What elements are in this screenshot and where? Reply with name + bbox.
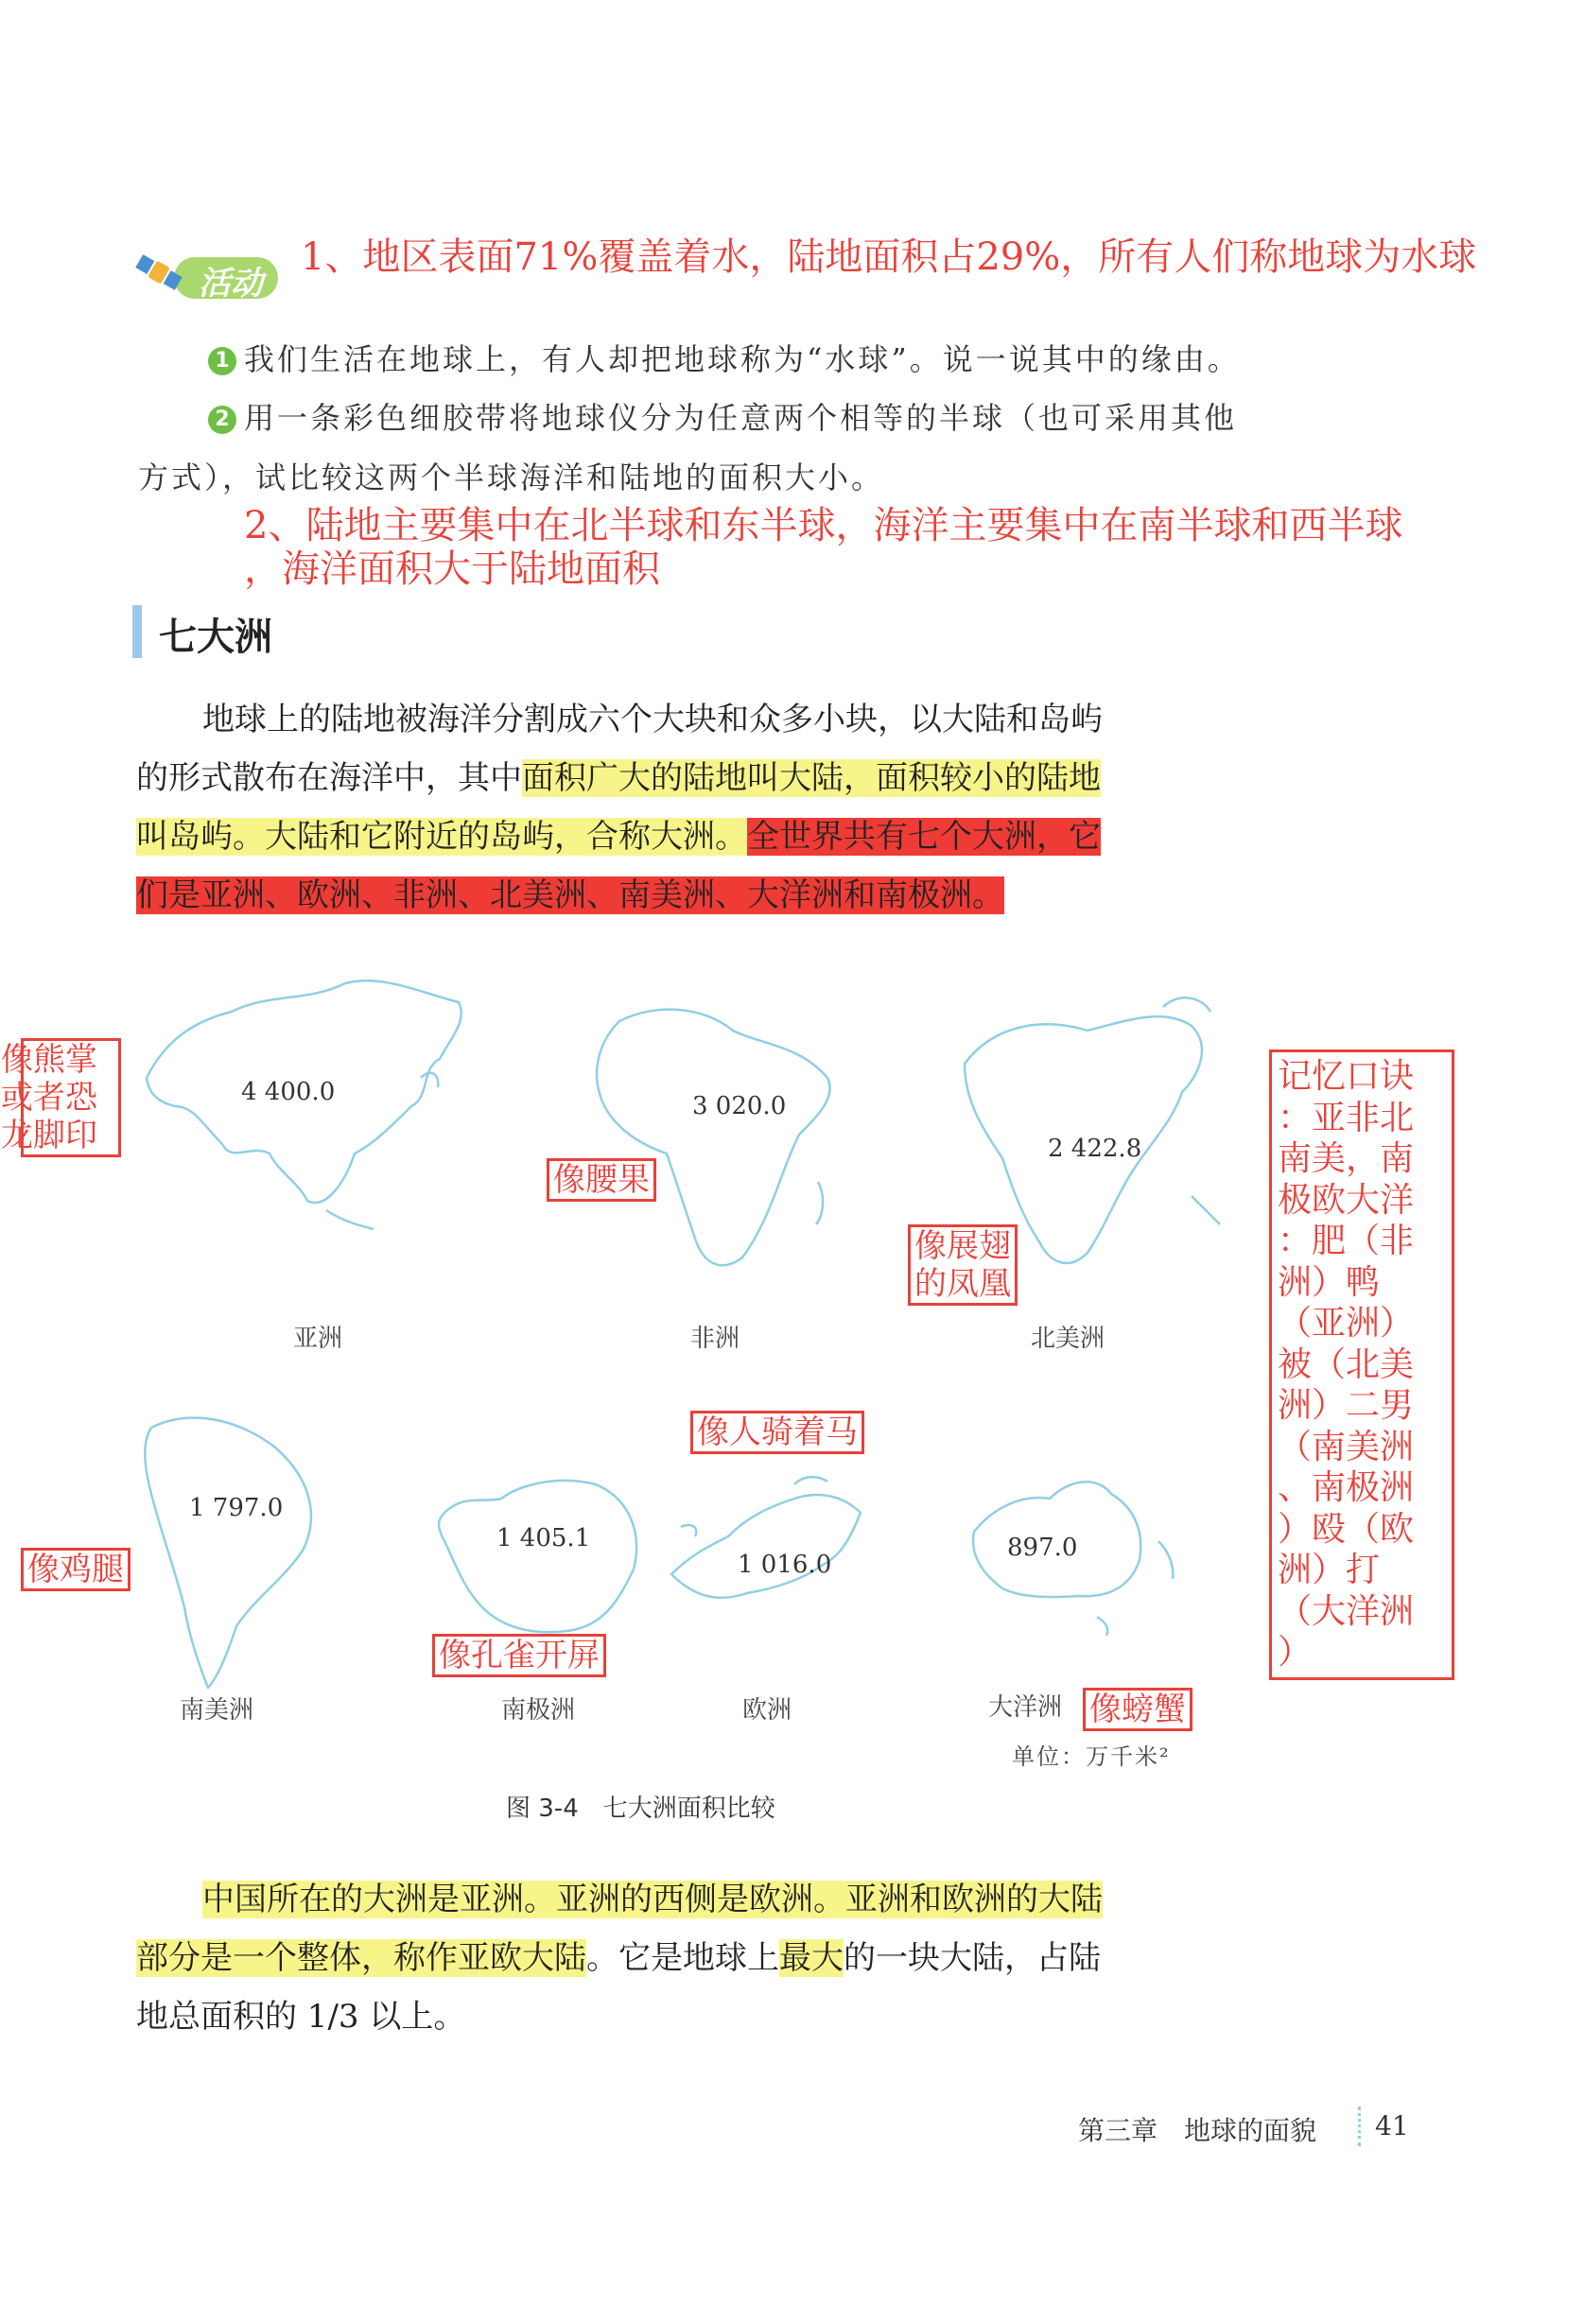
highlight-yellow: 部分是一个整体，称作亚欧大陆 [136, 1939, 586, 1977]
activity-badge [132, 248, 284, 304]
highlight-yellow: 最大 [779, 1939, 844, 1977]
activity-question-1: 1 我们生活在地球上，有人却把地球称为“水球”。说一说其中的缘由。 [208, 336, 1241, 379]
europe-label: 欧洲 [742, 1696, 792, 1725]
annotation-north-america: 像展翅 的凤凰 [908, 1224, 1018, 1306]
annotation-europe: 像人骑着马 [690, 1411, 864, 1454]
annotation-asia: 像熊掌 或者恐 龙脚印 [21, 1038, 121, 1157]
africa-label: 非洲 [690, 1325, 740, 1353]
antarctica-map [426, 1466, 653, 1645]
highlight-yellow: 面积广大的陆地叫大陆，面积较小的陆地 [522, 759, 1101, 797]
asia-value: 4 400.0 [241, 1078, 336, 1106]
south-america-value: 1 797.0 [189, 1494, 284, 1522]
africa-value: 3 020.0 [692, 1092, 787, 1120]
section-title: 七大洲 [159, 616, 272, 659]
antarctica-label: 南极洲 [501, 1696, 576, 1725]
activity-badge-label: 活动 [199, 265, 263, 303]
highlight-red: 们是亚洲、欧洲、非洲、北美洲、南美洲、大洋洲和南极洲。 [136, 876, 1004, 914]
paragraph-2-line-3: 地总面积的 1/3 以上。 [136, 1998, 466, 2036]
asia-label: 亚洲 [293, 1325, 343, 1353]
annotation-note-1: 1、地区表面71%覆盖着水，陆地面积占29%，所有人们称地球为水球 [301, 235, 1477, 279]
oceania-value: 897.0 [1007, 1534, 1078, 1562]
annotation-note-2-line2: ，海洋面积大于陆地面积 [244, 547, 660, 591]
highlight-red: 全世界共有七个大洲，它 [747, 818, 1101, 856]
north-america-label: 北美洲 [1031, 1325, 1105, 1353]
asia-map [137, 964, 478, 1248]
south-america-label: 南美洲 [180, 1696, 254, 1725]
annotation-africa: 像腰果 [547, 1158, 656, 1202]
highlight-yellow: 叫岛屿。大陆和它附近的岛屿，合称大洲。 [136, 818, 747, 856]
activity-question-2: 2 用一条彩色细胶带将地球仪分为任意两个相等的半球（也可采用其他 [208, 394, 1237, 438]
highlight-yellow: 中国所在的大洲是亚洲。亚洲的西侧是欧洲。亚洲和欧洲的大陆 [202, 1881, 1103, 1918]
annotation-mnemonic: 记忆口诀 ：亚非北 南美，南 极欧大洋 ：肥（非 洲）鸭 （亚洲） 被（北美 洲）二男 （南美洲 、南极洲 ）殴（欧 洲）打 （大洋洲 ） [1269, 1049, 1454, 1680]
annotation-south-america: 像鸡腿 [21, 1548, 131, 1591]
paragraph-1: 地球上的陆地被海洋分割成六个大块和众多小块，以大陆和岛屿 的形式散布在海洋中，其中面积广大的陆地叫大陆，面积较小的陆地 叫岛屿。大陆和它附近的岛屿，合称大洲。全世界共有七个大洲，它 们是亚洲、欧洲、非洲、北美洲、南美洲、大洋洲和南极洲。 [136, 701, 1103, 914]
figure-unit: 单位：万千米² [1012, 1743, 1171, 1770]
north-america-value: 2 422.8 [1048, 1135, 1142, 1163]
question-number-badge: 2 [208, 406, 236, 434]
annotation-note-2-line1: 2、陆地主要集中在北半球和东半球，海洋主要集中在南半球和西半球 [244, 504, 1403, 547]
europe-map [662, 1470, 870, 1612]
paragraph-2: 中国所在的大洲是亚洲。亚洲的西侧是欧洲。亚洲和欧洲的大陆 部分是一个整体，称作亚欧大陆。它是地球上最大的一块大陆，占陆 地总面积的 1/3 以上。 [136, 1881, 1103, 2036]
page-number: 41 [1375, 2110, 1409, 2142]
question-number-badge: 1 [208, 347, 236, 375]
oceania-label: 大洋洲 [988, 1693, 1063, 1722]
south-america-map [132, 1409, 331, 1692]
europe-value: 1 016.0 [738, 1551, 832, 1579]
footer-divider [1358, 2107, 1361, 2146]
figure-caption: 图 3-4 七大洲面积比较 [506, 1795, 775, 1823]
antarctica-value: 1 405.1 [496, 1524, 591, 1552]
activity-question-2-cont: 方式），试比较这两个半球海洋和陆地的面积大小。 [138, 460, 885, 495]
section-title-bar [132, 605, 142, 658]
africa-map [582, 993, 856, 1276]
paragraph-1-line-1: 地球上的陆地被海洋分割成六个大块和众多小块，以大陆和岛屿 [202, 701, 1103, 738]
annotation-oceania: 像螃蟹 [1083, 1688, 1192, 1731]
annotation-antarctica: 像孔雀开屏 [432, 1634, 606, 1677]
footer-chapter: 第三章 地球的面貌 [1078, 2115, 1317, 2146]
